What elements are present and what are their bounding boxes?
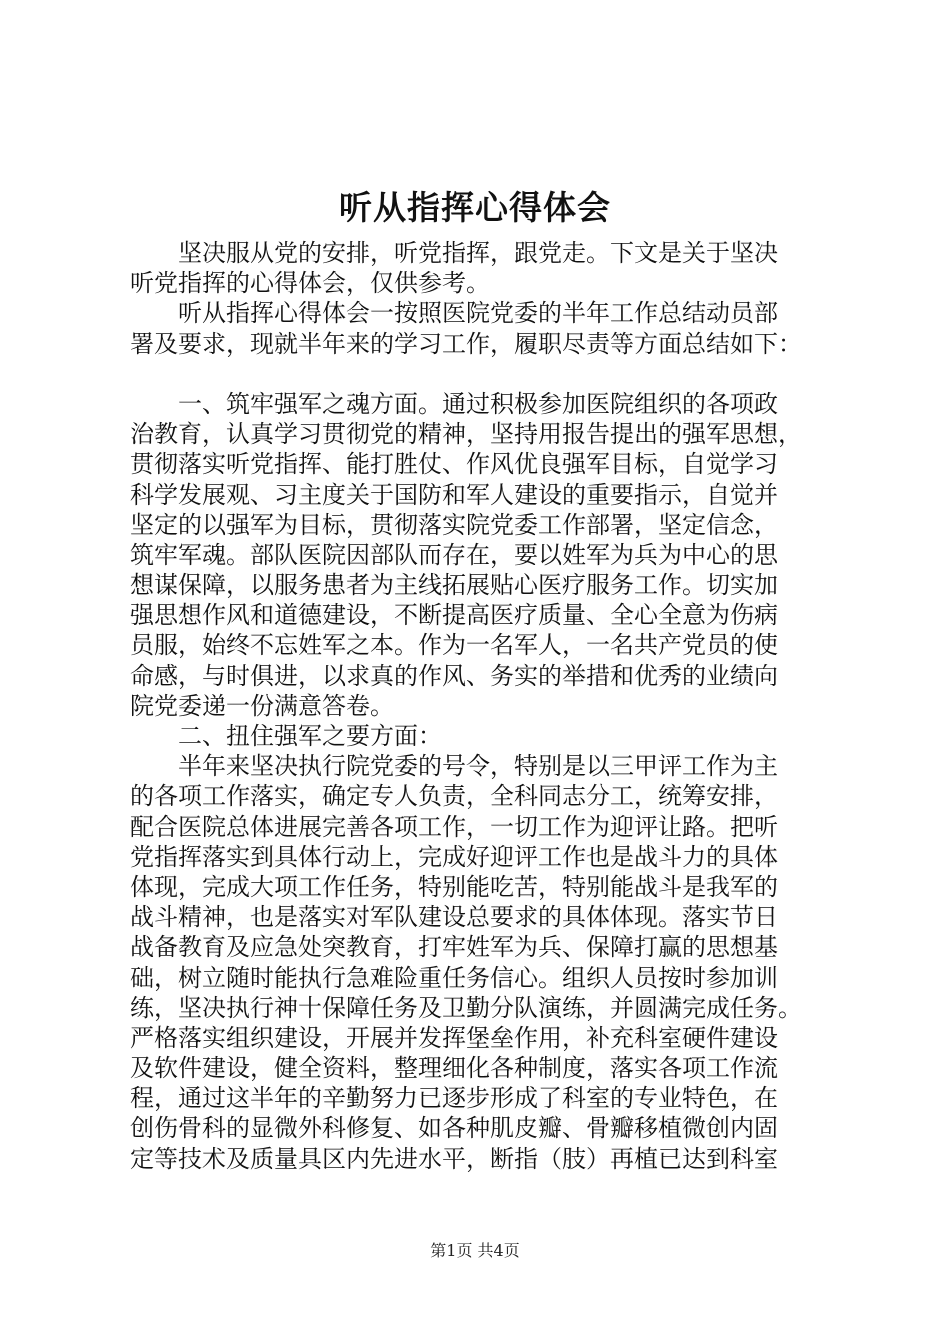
body-line: 严格落实组织建设，开展并发挥堡垒作用，补充科室硬件建设 [130, 1023, 778, 1052]
body-line: 础，树立随时能执行急难险重任务信心。组织人员按时参加训 [130, 963, 778, 992]
blank-line [130, 359, 890, 389]
body-line: 体现，完成大项工作任务，特别能吃苦，特别能战斗是我军的 [130, 872, 778, 901]
body-line: 科学发展观、习主度关于国防和军人建设的重要指示，自觉并 [130, 480, 778, 509]
body-line: 配合医院总体进展完善各项工作，一切工作为迎评让路。把听 [130, 812, 778, 841]
body-line: 坚定的以强军为目标，贯彻落实院党委工作部署，坚定信念， [130, 510, 778, 539]
body-line: 一、筑牢强军之魂方面。通过积极参加医院组织的各项政 [130, 389, 778, 418]
body-line: 筑牢军魂。部队医院因部队而存在，要以姓军为兵为中心的思 [130, 540, 778, 569]
section-heading: 二、扭住强军之要方面： [130, 722, 442, 750]
body-line: 强思想作风和道德建设，不断提高医疗质量、全心全意为伤病 [130, 601, 778, 630]
body-line: 战斗精神，也是落实对军队建设总要求的具体体现。落实节日 [130, 903, 778, 932]
body-line: 命感，与时俱进，以求真的作风、务实的举措和优秀的业绩向 [130, 661, 778, 690]
body-line: 练，坚决执行神十保障任务及卫勤分队演练，并圆满完成任务。 [130, 993, 802, 1022]
body-line: 党指挥落实到具体行动上，完成好迎评工作也是战斗力的具体 [130, 842, 778, 871]
body-line: 定等技术及质量具区内先进水平，断指（肢）再植已达到科室 [130, 1144, 778, 1173]
body-line: 程，通过这半年的辛勤努力已逐步形成了科室的专业特色，在 [130, 1084, 778, 1113]
body-line: 半年来坚决执行院党委的号令，特别是以三甲评工作为主 [130, 752, 778, 781]
body-line: 想谋保障，以服务患者为主线拓展贴心医疗服务工作。切实加 [130, 571, 778, 600]
document-body [130, 238, 890, 1174]
body-line: 院党委递一份满意答卷。 [130, 691, 394, 720]
body-line: 贯彻落实听党指挥、能打胜仗、作风优良强军目标，自觉学习 [130, 450, 778, 479]
body-line: 坚决服从党的安排，听党指挥，跟党走。下文是关于坚决 [130, 239, 778, 267]
body-line: 创伤骨科的显微外科修复、如各种肌皮瓣、骨瓣移植微创内固 [130, 1114, 778, 1143]
document-title: 听从指挥心得体会 [339, 188, 611, 227]
body-line: 员服，始终不忘姓军之本。作为一名军人，一名共产党员的使 [130, 631, 778, 660]
page-number: 第1页 共4页 [430, 1241, 520, 1260]
body-line: 署及要求，现就半年来的学习工作，履职尽责等方面总结如下： [130, 329, 802, 358]
body-line: 听党指挥的心得体会，仅供参考。 [130, 269, 490, 298]
body-line: 战备教育及应急处突教育，打牢姓军为兵、保障打赢的思想基 [130, 933, 778, 962]
body-line: 的各项工作落实，确定专人负责，全科同志分工，统筹安排， [130, 782, 778, 811]
body-line: 及软件建设，健全资料，整理细化各种制度，落实各项工作流 [130, 1054, 778, 1083]
body-line: 治教育，认真学习贯彻党的精神，坚持用报告提出的强军思想， [130, 420, 802, 449]
body-line: 听从指挥心得体会一按照医院党委的半年工作总结动员部 [130, 299, 778, 328]
